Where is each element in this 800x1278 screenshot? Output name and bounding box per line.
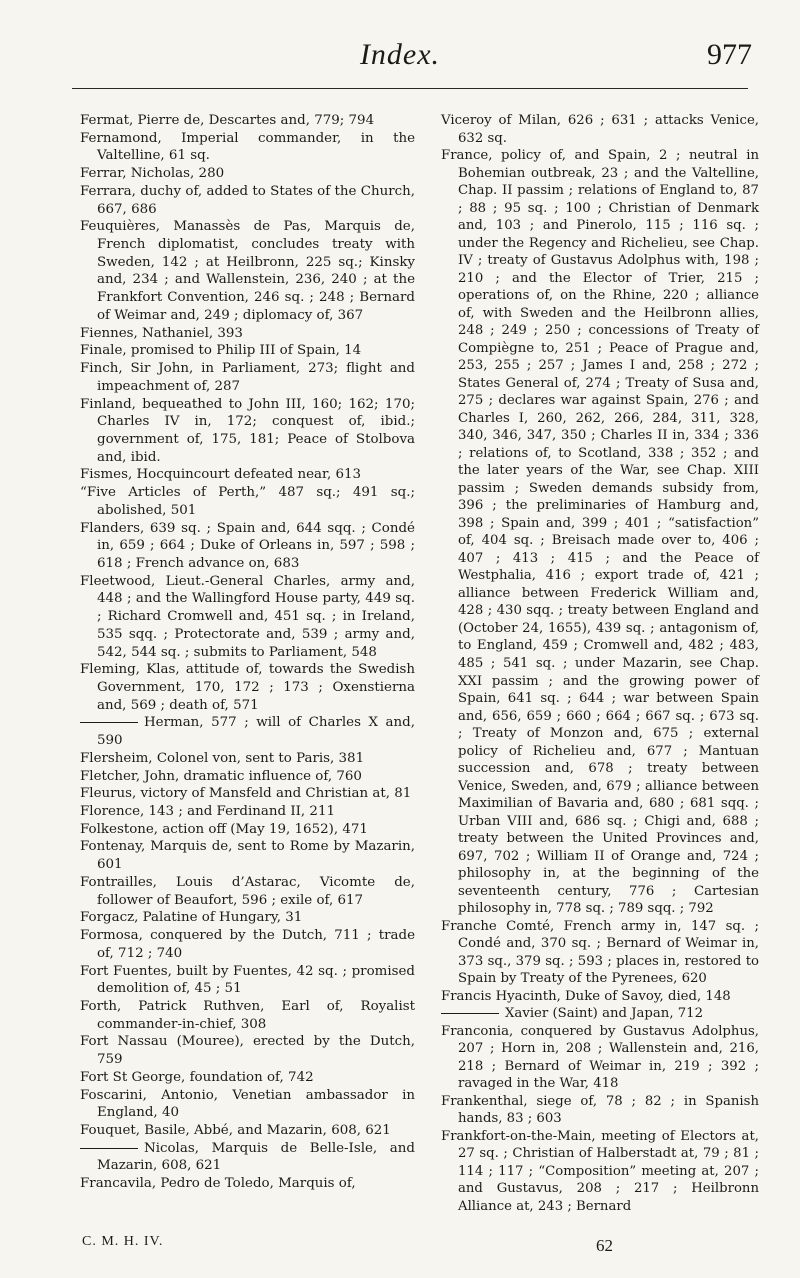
index-entry: Franconia, conquered by Gustavus Adolphus, 207 ; Horn in, 208 ; Wallenstein and, 216, 218 ; Bernard of Weimar in, 219 ; 392 ; ravaged in the War, 418 (441, 1023, 759, 1092)
index-entry: Formosa, conquered by the Dutch, 711 ; trade of, 712 ; 740 (80, 928, 415, 961)
header-rule (72, 88, 748, 89)
index-entry: Fort Nassau (Mouree), erected by the Dutch, 759 (80, 1034, 415, 1068)
index-entry: Flersheim, Colonel von, sent to Paris, 381 (80, 750, 365, 766)
subentry-text: Xavier (Saint) and Japan, 712 (505, 1006, 704, 1022)
ditto-dash (80, 722, 138, 723)
printer-signature: C. M. H. IV. (82, 1234, 164, 1249)
index-entry: Fismes, Hocquincourt defeated near, 613 (80, 467, 362, 483)
index-entry: Franche Comté, French army in, 147 sq. ; Condé and, 370 sq. ; Bernard of Weimar in, 373 sq., 379 sq. ; 593 ; places in, restored to Spain by Treaty of the Pyrenees, 620 (441, 918, 759, 987)
index-entry: Florence, 143 ; and Ferdinand II, 211 (80, 804, 335, 820)
index-entry: Finale, promised to Philip III of Spain, 14 (80, 343, 362, 359)
index-entry: Finland, bequeathed to John III, 160; 162; 170; Charles IV in, 172; conquest of, ibid.; government of, 175, 181; Peace of Stolbova and, ibid. (80, 396, 415, 465)
left-column (80, 112, 415, 1193)
index-entry: Fleurus, victory of Mansfeld and Christian at, 81 (80, 786, 412, 802)
index-entry: Fontenay, Marquis de, sent to Rome by Mazarin, 601 (80, 839, 415, 873)
index-entry-continued: Viceroy of Milan, 626 ; 631 ; attacks Venice, 632 sq. (441, 113, 759, 146)
ditto-dash (441, 1013, 499, 1014)
page-title: Index. (359, 38, 441, 71)
index-entry: Fort St George, foundation of, 742 (80, 1069, 314, 1085)
index-entry: Flanders, 639 sq. ; Spain and, 644 sqq. ; Condé in, 659 ; 664 ; Duke of Orleans in, 597 ; 598 ; 618 ; French advance on, 683 (80, 520, 415, 571)
index-entry: Fleetwood, Lieut.-General Charles, army and, 448 ; and the Wallingford House party, 449 sq. ; Richard Cromwell and, 451 sq. ; in Ireland, 535 sqq. ; Protectorate and, 539 ; army and, 542, 544 sq. ; submits to Parliament, 548 (80, 573, 415, 660)
right-column (441, 112, 759, 1215)
index-entry: Fletcher, John, dramatic influence of, 760 (80, 768, 362, 784)
index-entry: Fleming, Klas, attitude of, towards the Swedish Government, 170, 172 ; 173 ; Oxenstierna and, 569 ; death of, 571 (80, 662, 415, 713)
subentry-text: Nicolas, Marquis de Belle-Isle, and Mazarin, 608, 621 (97, 1140, 415, 1174)
index-entry: Fontrailles, Louis d’Astarac, Vicomte de, follower of Beaufort, 596 ; exile of, 617 (80, 874, 415, 908)
index-subentry (441, 1005, 759, 1023)
index-entry: Folkestone, action off (May 19, 1652), 471 (80, 821, 368, 837)
index-subentry (80, 1140, 415, 1175)
index-entry: Feuquières, Manassès de Pas, Marquis de, French diplomatist, concludes treaty with Sweden, 142 ; at Heilbronn, 225 sq.; Kinsky and, 234 ; and Wallenstein, 236, 240 ; at the Frankfort Convention, 246 sq. ; 248 ; Bernard of Weimar and, 249 ; diplomacy of, 367 (80, 219, 415, 323)
index-entry: Foscarini, Antonio, Venetian ambassador in England, 40 (80, 1087, 415, 1121)
index-entry: Ferrar, Nicholas, 280 (80, 166, 225, 182)
index-entry: Francis Hyacinth, Duke of Savoy, died, 148 (441, 988, 731, 1004)
index-entry: Frankfort-on-the-Main, meeting of Electors at, 27 sq. ; Christian of Halberstadt at, 79 ; 81 ; 114 ; 117 ; “Composition” meeting at, 207 ; and Gustavus, 208 ; 217 ; Heilbronn Alliance at, 243 ; Bernard (441, 1128, 759, 1214)
sheet-number: 62 (596, 1236, 613, 1255)
index-entry: Fiennes, Nathaniel, 393 (80, 325, 243, 341)
index-entry: Francavila, Pedro de Toledo, Marquis of, (80, 1176, 356, 1192)
index-subentry (80, 714, 415, 749)
index-entry: “Five Articles of Perth,” 487 sq.; 491 sq.; abolished, 501 (80, 485, 415, 518)
index-entry: Fort Fuentes, built by Fuentes, 42 sq. ; promised demolition of, 45 ; 51 (80, 963, 415, 997)
index-entry: Frankenthal, siege of, 78 ; 82 ; in Spanish hands, 83 ; 603 (441, 1093, 759, 1127)
page-number: 977 (707, 38, 752, 71)
index-entry: Fernamond, Imperial commander, in the Valtelline, 61 sq. (80, 130, 415, 164)
index-entry: Ferrara, duchy of, added to States of the Church, 667, 686 (80, 183, 415, 217)
index-entry: Forgacz, Palatine of Hungary, 31 (80, 910, 303, 926)
index-entry: Fermat, Pierre de, Descartes and, 779; 794 (80, 113, 375, 128)
index-entry: Finch, Sir John, in Parliament, 273; flight and impeachment of, 287 (80, 361, 415, 394)
index-entry: Forth, Patrick Ruthven, Earl of, Royalist commander-in-chief, 308 (80, 998, 415, 1032)
subentry-text: Herman, 577 ; will of Charles X and, 590 (97, 715, 415, 749)
index-entry: France, policy of, and Spain, 2 ; neutral in Bohemian outbreak, 23 ; and the Valtelline, Chap. II passim ; relations of England to, 87 ; 88 ; 95 sq. ; 100 ; Christian of Denmark and, 103 ; and Pinerolo, 115 ; 116 sq. ; under the Regency and Richelieu, see Chap. IV ; treaty of Gustavus Adolphus with, 198 ; 210 ; and the Elector of Trier, 215 ; operations of, on the Rhine, 220 ; alliance of, with Sweden and the Heilbronn allies, 248 ; 249 ; 250 ; concessions of Treaty of Compiègne to, 251 ; Peace of Prague and, 253, 255 ; 257 ; James I and, 258 ; 272 ; States General of, 274 ; Treaty of Susa and, 275 ; declares war against Spain, 276 ; and Charles I, 260, 262, 266, 284, 311, 328, 340, 346, 347, 350 ; Charles II in, 334 ; 336 ; relations of, to Scotland, 338 ; 352 ; and the later years of the War, see Chap. XIII passim ; Sweden demands subsidy from, 396 ; the preliminaries of Hamburg and, 398 ; Spain and, 399 ; 401 ; “satisfaction” of, 404 sq. ; Breisach made over to, 406 ; 407 ; 413 ; 415 ; and the Peace of Westphalia, 416 ; export trade of, 421 ; alliance between Frederick William and, 428 ; 430 sqq. ; treaty between England and (October 24, 1655), 439 sq. ; antagonism of, to England, 459 ; Cromwell and, 482 ; 483, 485 ; 541 sq. ; under Mazarin, see Chap. XXI passim ; and the growing power of Spain, 641 sq. ; 644 ; war between Spain and, 656, 659 ; 660 ; 664 ; 667 sq. ; 673 sq. ; Treaty of Monzon and, 675 ; external policy of Richelieu and, 677 ; Mantuan succession and, 678 ; treaty between Venice, Sweden, and, 679 ; alliance between Maximilian of Bavaria and, 680 ; 681 sqq. ; Urban VIII and, 686 sq. ; Chigi and, 688 ; treaty between the United Provinces and, 697, 702 ; William II of Orange and, 724 ; philosophy in, at the beginning of the seventeenth century, 776 ; Cartesian philosophy in, 778 sq. ; 789 sqq. ; 792 (441, 148, 759, 917)
ditto-dash (80, 1148, 138, 1149)
index-entry: Fouquet, Basile, Abbé, and Mazarin, 608, 621 (80, 1122, 391, 1138)
